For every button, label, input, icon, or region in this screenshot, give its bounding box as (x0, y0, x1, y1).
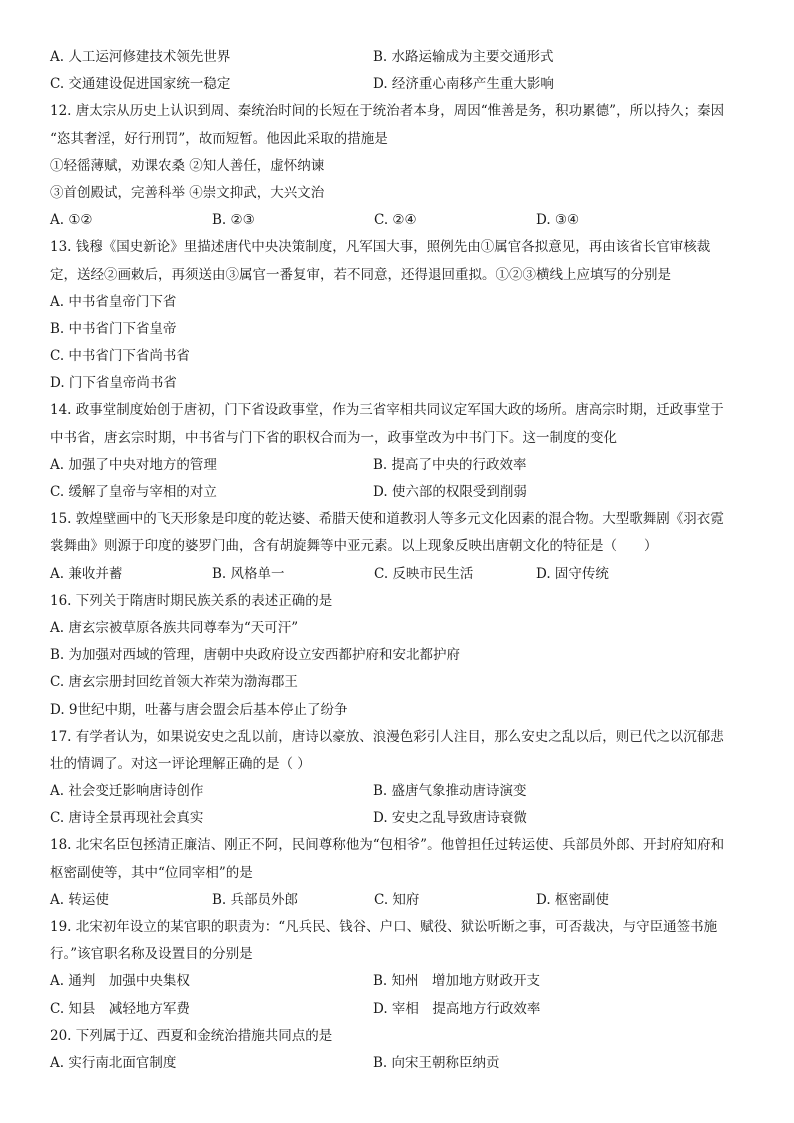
exam-page (50, 44, 750, 1077)
q19-option-a: A. 通判 加强中央集权 (50, 973, 190, 990)
q19-options-row2 (50, 996, 750, 1023)
q11-option-a: A. 人工运河修建技术领先世界 (50, 49, 231, 65)
q14-options-row2 (50, 479, 750, 506)
q14-stem-line1: 14. 政事堂制度始创于唐初，门下省设政事堂，作为三省宰相共同议定军国大政的场所。唐高宗时期，迁政事堂于 (50, 402, 724, 419)
q18-stem-line2: 枢密副使等，其中“位同宰相”的是 (50, 864, 253, 881)
q18-stem-line1: 18. 北宋名臣包拯清正廉洁、刚正不阿，民间尊称他为“包相爷”。他曾担任过转运使、兵部员外郎、开封府知府和 (50, 837, 725, 854)
q16-option-b: B. 为加强对西域的管理，唐朝中央政府设立安西都护府和安北都护府 (50, 647, 461, 664)
q13-stem-line2: 定，送经②画敕后，再须送由③属官一番复审，若不同意，还得退回重拟。①②③横线上应填写的分别是 (50, 266, 671, 283)
q17-option-b: B. 盛唐气象推动唐诗演变 (373, 783, 527, 800)
q19-stem-line2: 行。”该官职名称及设置目的分别是 (50, 946, 253, 963)
q12-stem-line2: “恣其奢淫，好行刑罚”，故而短暂。他因此采取的措施是 (50, 130, 388, 147)
q15-option-c: C. 反映市民生活 (374, 565, 474, 582)
q13-option-d: D. 门下省皇帝尚书省 (50, 375, 177, 392)
q13-option-b: B. 中书省门下省皇帝 (50, 320, 177, 337)
q16-option-a: A. 唐玄宗被草原各族共同尊奉为“天可汗” (50, 619, 299, 636)
q17-options-row2 (50, 805, 750, 832)
q20-option-b: B. 向宋王朝称臣纳贡 (373, 1054, 500, 1071)
q12-items-line1: ①轻徭薄赋，劝课农桑 ②知人善任，虚怀纳谏 (50, 157, 325, 174)
q12-options (50, 207, 750, 234)
q19-option-c: C. 知县 减轻地方军费 (50, 1000, 190, 1017)
q18-option-d: D. 枢密副使 (536, 891, 609, 908)
q14-option-d: D. 使六部的权限受到削弱 (373, 484, 527, 500)
q16-stem: 16. 下列关于隋唐时期民族关系的表述正确的是 (50, 592, 333, 609)
q15-options (50, 561, 750, 588)
q11-options-row1 (50, 44, 750, 71)
q11-option-b: B. 水路运输成为主要交通形式 (373, 49, 554, 65)
q14-options-row1 (50, 452, 750, 479)
q12-option-b: B. ②③ (212, 212, 255, 229)
q13-option-a: A. 中书省皇帝门下省 (50, 293, 177, 310)
q19-option-d: D. 宰相 提高地方行政效率 (373, 1000, 541, 1017)
q14-option-c: C. 缓解了皇帝与宰相的对立 (50, 484, 217, 500)
q20-option-a: A. 实行南北面官制度 (50, 1054, 177, 1071)
q19-stem-line1: 19. 北宋初年设立的某官职的职责为：“凡兵民、钱谷、户口、赋役、狱讼听断之事，可否裁决，与守臣通签书施 (50, 919, 718, 935)
q17-options-row1 (50, 778, 750, 805)
q15-option-b: B. 风格单一 (212, 565, 285, 582)
q14-stem-line2: 中书省，唐玄宗时期，中书省与门下省的职权合而为一，政事堂改为中书门下。这一制度的变化 (50, 429, 617, 446)
q17-option-a: A. 社会变迁影响唐诗创作 (50, 783, 204, 800)
q11-options-row2 (50, 71, 750, 98)
q16-option-c: C. 唐玄宗册封回纥首领大祚荣为渤海郡王 (50, 674, 298, 691)
q17-option-d: D. 安史之乱导致唐诗衰微 (373, 810, 527, 827)
q20-options-row1 (50, 1050, 750, 1077)
q20-stem: 20. 下列属于辽、西夏和金统治措施共同点的是 (50, 1027, 333, 1044)
q15-stem-line1: 15. 敦煌壁画中的飞天形象是印度的乾达婆、希腊天使和道教羽人等多元文化因素的混合物。大型歌舞剧《羽衣霓 (50, 511, 724, 528)
q12-items-line2: ③首创殿试，完善科举 ④崇文抑武，大兴文治 (50, 184, 325, 201)
q12-option-c: C. ②④ (374, 212, 417, 229)
q11-option-d: D. 经济重心南移产生重大影响 (373, 76, 554, 93)
q18-option-b: B. 兵部员外郎 (212, 891, 299, 908)
q19-option-b: B. 知州 增加地方财政开支 (373, 973, 541, 990)
q12-stem-line1: 12. 唐太宗从历史上认识到周、秦统治时间的长短在于统治者本身，周因“惟善是务，积功累德”，所以持久；秦因 (50, 103, 725, 120)
q15-option-a: A. 兼收并蓄 (50, 565, 123, 582)
q18-option-a: A. 转运使 (50, 891, 109, 908)
q12-option-d: D. ③④ (536, 212, 580, 229)
q13-option-c: C. 中书省门下省尚书省 (50, 348, 190, 365)
q17-stem-line1: 17. 有学者认为，如果说安史之乱以前，唐诗以豪放、浪漫色彩引人注目，那么安史之乱以后，则已代之以沉郁悲 (50, 728, 724, 745)
q17-option-c: C. 唐诗全景再现社会真实 (50, 810, 204, 827)
q16-option-d: D. 9世纪中期，吐蕃与唐会盟会后基本停止了纷争 (50, 701, 348, 718)
q15-stem-line2: 裳舞曲》则源于印度的婆罗门曲，含有胡旋舞等中亚元素。以上现象反映出唐朝文化的特征是（ ） (50, 538, 658, 555)
q18-options (50, 887, 750, 914)
q13-stem-line1: 13. 钱穆《国史新论》里描述唐代中央决策制度，凡军国大事，照例先由①属官各拟意见，再由该省长官审核裁 (50, 239, 711, 256)
q18-option-c: C. 知府 (374, 891, 420, 908)
q12-option-a: A. ①② (50, 212, 93, 229)
q14-option-a: A. 加强了中央对地方的管理 (50, 456, 217, 473)
q15-option-d: D. 固守传统 (536, 565, 609, 582)
q19-options-row1 (50, 968, 750, 995)
q11-option-c: C. 交通建设促进国家统一稳定 (50, 76, 231, 93)
q17-stem-line2: 壮的情调了。对这一评论理解正确的是（ ） (50, 755, 311, 772)
q14-option-b: B. 提高了中央的行政效率 (373, 456, 527, 473)
